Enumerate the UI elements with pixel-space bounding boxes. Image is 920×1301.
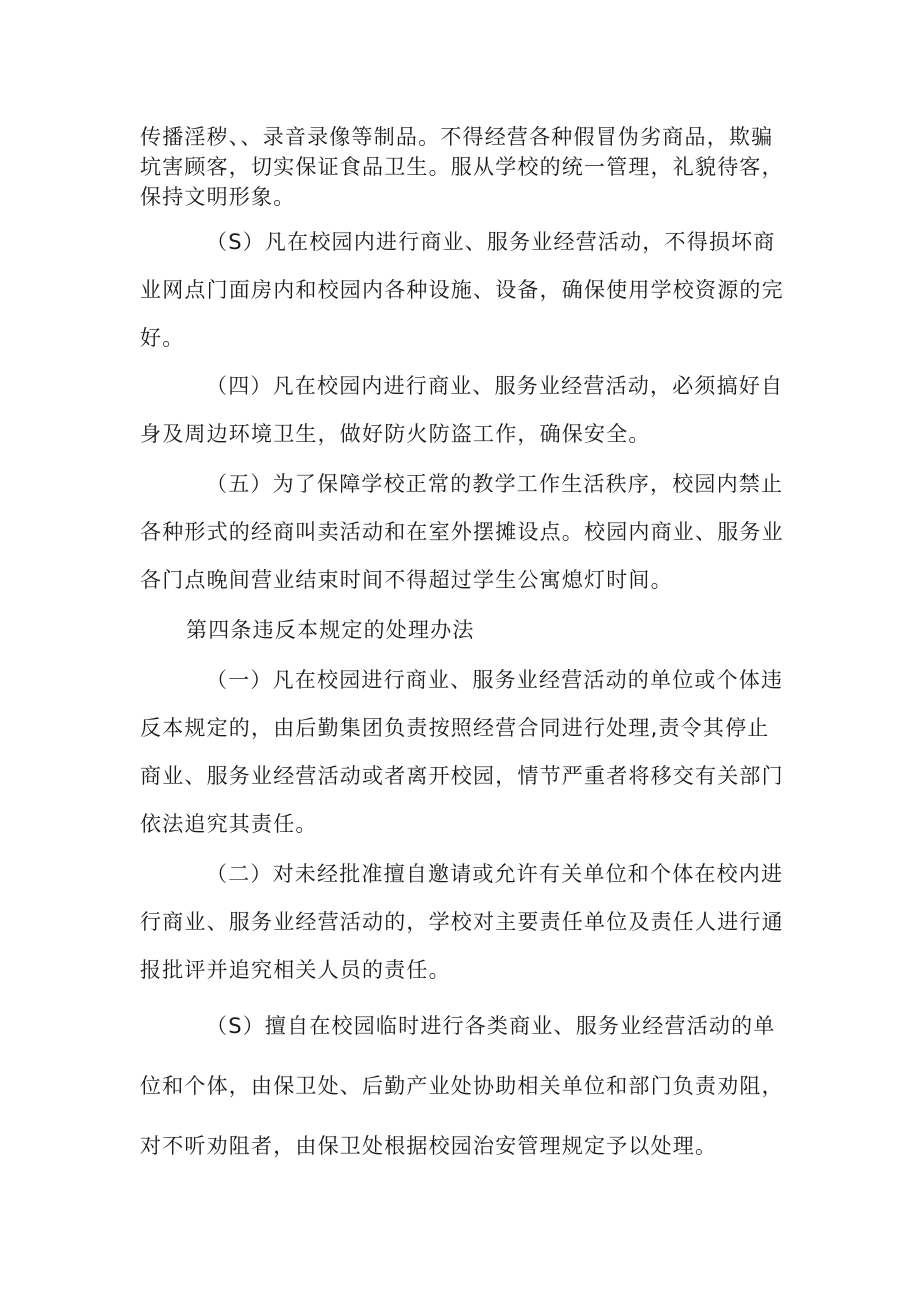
paragraph-item-5: （五）为了保障学校正常的教学工作生活秩序，校园内禁止各种形式的经商叫卖活动和在室外摆摊设点。校园内商业、服务业各门点晚间营业结束时间不得超过学生公寓熄灯时间。 <box>140 472 784 592</box>
paragraph-item-4: （四）凡在校园内进行商业、服务业经营活动，必须搞好自身及周边环境卫生，做好防火防盗工作，确保安全。 <box>140 374 784 446</box>
article-heading: 第四条违反本规定的处理办法 <box>186 618 475 642</box>
paragraph-continuation: 传播淫秽、、录音录像等制品。不得经营各种假冒伪劣商品，欺骗坑害顾客，切实保证食品卫生。服从学校的统一管理，礼貌待客，保持文明形象。 <box>140 125 784 209</box>
paragraph-penalty-3: （S）擅自在校园临时进行各类商业、服务业经营活动的单位和个体，由保卫处、后勤产业处协助相关单位和部门负责劝阻，对不听劝阻者，由保卫处根据校园治安管理规定予以处理。 <box>140 1014 784 1158</box>
paragraph-penalty-1: （一）凡在校园进行商业、服务业经营活动的单位或个体违反本规定的，由后勤集团负责按照经营合同进行处理,责令其停止商业、服务业经营活动或者离开校园，情节严重者将移交有关部门依法追究其责任。 <box>140 668 784 836</box>
paragraph-item-3: （S）凡在校园内进行商业、服务业经营活动，不得损坏商业网点门面房内和校园内各种设施、设备，确保使用学校资源的完好。 <box>140 230 784 350</box>
paragraph-penalty-2: （二）对未经批准擅自邀请或允许有关单位和个体在校内进行商业、服务业经营活动的，学校对主要责任单位及责任人进行通报批评并追究相关人员的责任。 <box>140 862 784 982</box>
